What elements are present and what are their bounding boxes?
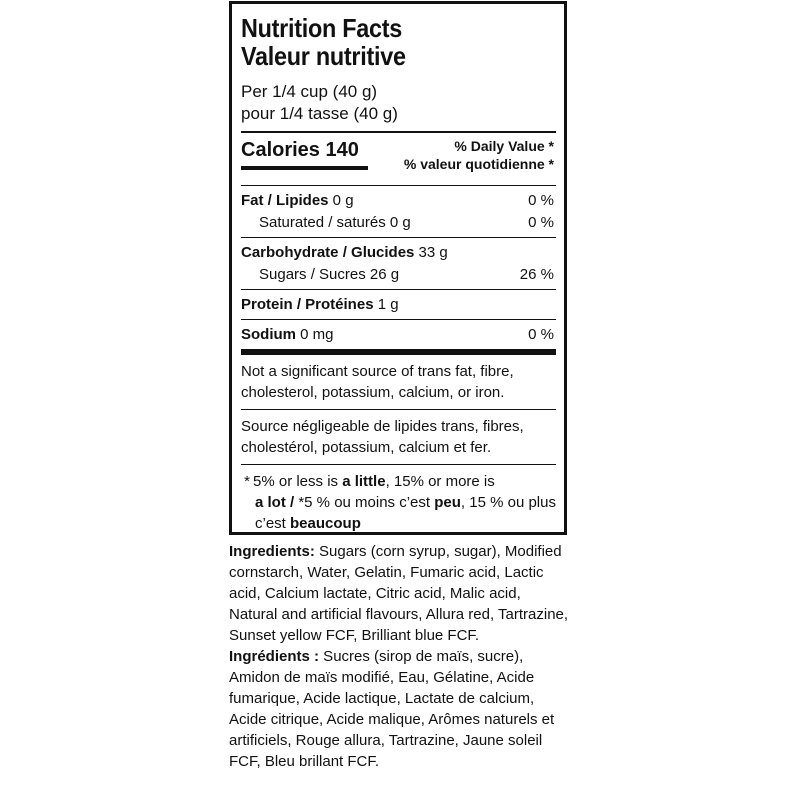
serving-size bbox=[241, 81, 556, 125]
footnote-text-3: *5 % ou moins c’est bbox=[294, 494, 435, 511]
carbohydrate-amount: 33 g bbox=[414, 244, 448, 261]
serving-fr: pour 1/4 tasse (40 g) bbox=[241, 104, 398, 123]
title-en: Nutrition Facts bbox=[241, 13, 403, 43]
calories-label: Calories 140 bbox=[241, 139, 359, 161]
serving-en: Per 1/4 cup (40 g) bbox=[241, 82, 378, 101]
carbohydrate-label: Carbohydrate / Glucides bbox=[241, 244, 415, 261]
protein-group bbox=[241, 290, 556, 319]
protein-row bbox=[241, 294, 556, 316]
ingredients-fr bbox=[229, 646, 569, 772]
footnote-text-4: , 15 % ou plus c’est bbox=[255, 494, 556, 532]
footnote-text-2: , 15% or more is bbox=[385, 473, 495, 490]
footnote-bold-4: beaucoup bbox=[290, 515, 361, 532]
ingredients-fr-text: Sucres (sirop de maïs, sucre), Amidon de maïs modifié, Eau, Gélatine, Acide fumarique, Acide lactique, Lactate de calcium, Acide citrique, Acide malique, Arômes naturels et artificiels, Rouge allura, Tartrazine, Jaune soleil FCF, Bleu brillant FCF. bbox=[229, 648, 555, 770]
sodium-row bbox=[241, 324, 556, 346]
footnote-bold-3: peu bbox=[434, 494, 461, 511]
footnote-text-1: 5% or less is bbox=[253, 473, 343, 490]
fat-row bbox=[241, 190, 556, 212]
saturated-dv: 0 % bbox=[528, 214, 554, 231]
fat-label: Fat / Lipides bbox=[241, 192, 329, 209]
protein-label: Protein / Protéines bbox=[241, 296, 374, 313]
ingredients-en-text: Sugars (corn syrup, sugar), Modified cornstarch, Water, Gelatin, Fumaric acid, Lactic acid, Calcium lactate, Citric acid, Malic acid, Natural and artificial flavours, Allura red, Tartrazine, Sunset yellow FCF, Brilliant blue FCF. bbox=[229, 543, 569, 644]
title-fr: Valeur nutritive bbox=[241, 41, 406, 71]
fat-dv: 0 % bbox=[528, 192, 554, 209]
saturated-row bbox=[241, 212, 556, 234]
sugars-dv: 26 % bbox=[519, 266, 554, 283]
footnote-bold-1: a little bbox=[342, 473, 386, 490]
daily-value-header bbox=[404, 137, 554, 173]
footnote-bold-2: a lot / bbox=[255, 494, 295, 511]
footnote-line-1 bbox=[241, 471, 556, 492]
fat-amount: 0 g bbox=[328, 192, 354, 209]
sugars-amount: 26 g bbox=[365, 266, 400, 283]
calories-row bbox=[241, 133, 556, 185]
daily-value-en: % Daily Value * bbox=[454, 138, 554, 154]
footnote-star: * bbox=[244, 473, 250, 490]
sodium-label: Sodium bbox=[241, 326, 296, 343]
saturated-label: Saturated / saturés bbox=[259, 214, 386, 231]
note-en: Not a significant source of trans fat, fibre, cholesterol, potassium, calcium, or iron. bbox=[241, 363, 514, 401]
calories-underline bbox=[241, 166, 368, 170]
sodium-amount: 0 mg bbox=[296, 326, 334, 343]
carbohydrate-row bbox=[241, 242, 556, 264]
ingredients-section bbox=[229, 541, 569, 772]
fat-group bbox=[241, 186, 556, 237]
nutrition-facts-table bbox=[229, 1, 567, 535]
daily-value-footnote bbox=[241, 465, 556, 534]
sodium-group bbox=[241, 320, 556, 349]
saturated-amount: 0 g bbox=[385, 214, 411, 231]
note-fr: Source négligeable de lipides trans, fibres, cholestérol, potassium, calcium et fer. bbox=[241, 418, 524, 456]
protein-amount: 1 g bbox=[373, 296, 399, 313]
ingredients-en bbox=[229, 541, 569, 646]
ingredients-en-label: Ingredients: bbox=[229, 543, 315, 560]
sodium-dv: 0 % bbox=[528, 326, 554, 343]
ingredients-fr-label: Ingrédients : bbox=[229, 648, 320, 665]
footnote-line-2 bbox=[241, 492, 556, 534]
carbohydrate-group bbox=[241, 238, 556, 289]
sugars-row bbox=[241, 264, 556, 286]
daily-value-fr: % valeur quotidienne * bbox=[403, 156, 554, 172]
sugars-label: Sugars / Sucres bbox=[259, 266, 366, 283]
